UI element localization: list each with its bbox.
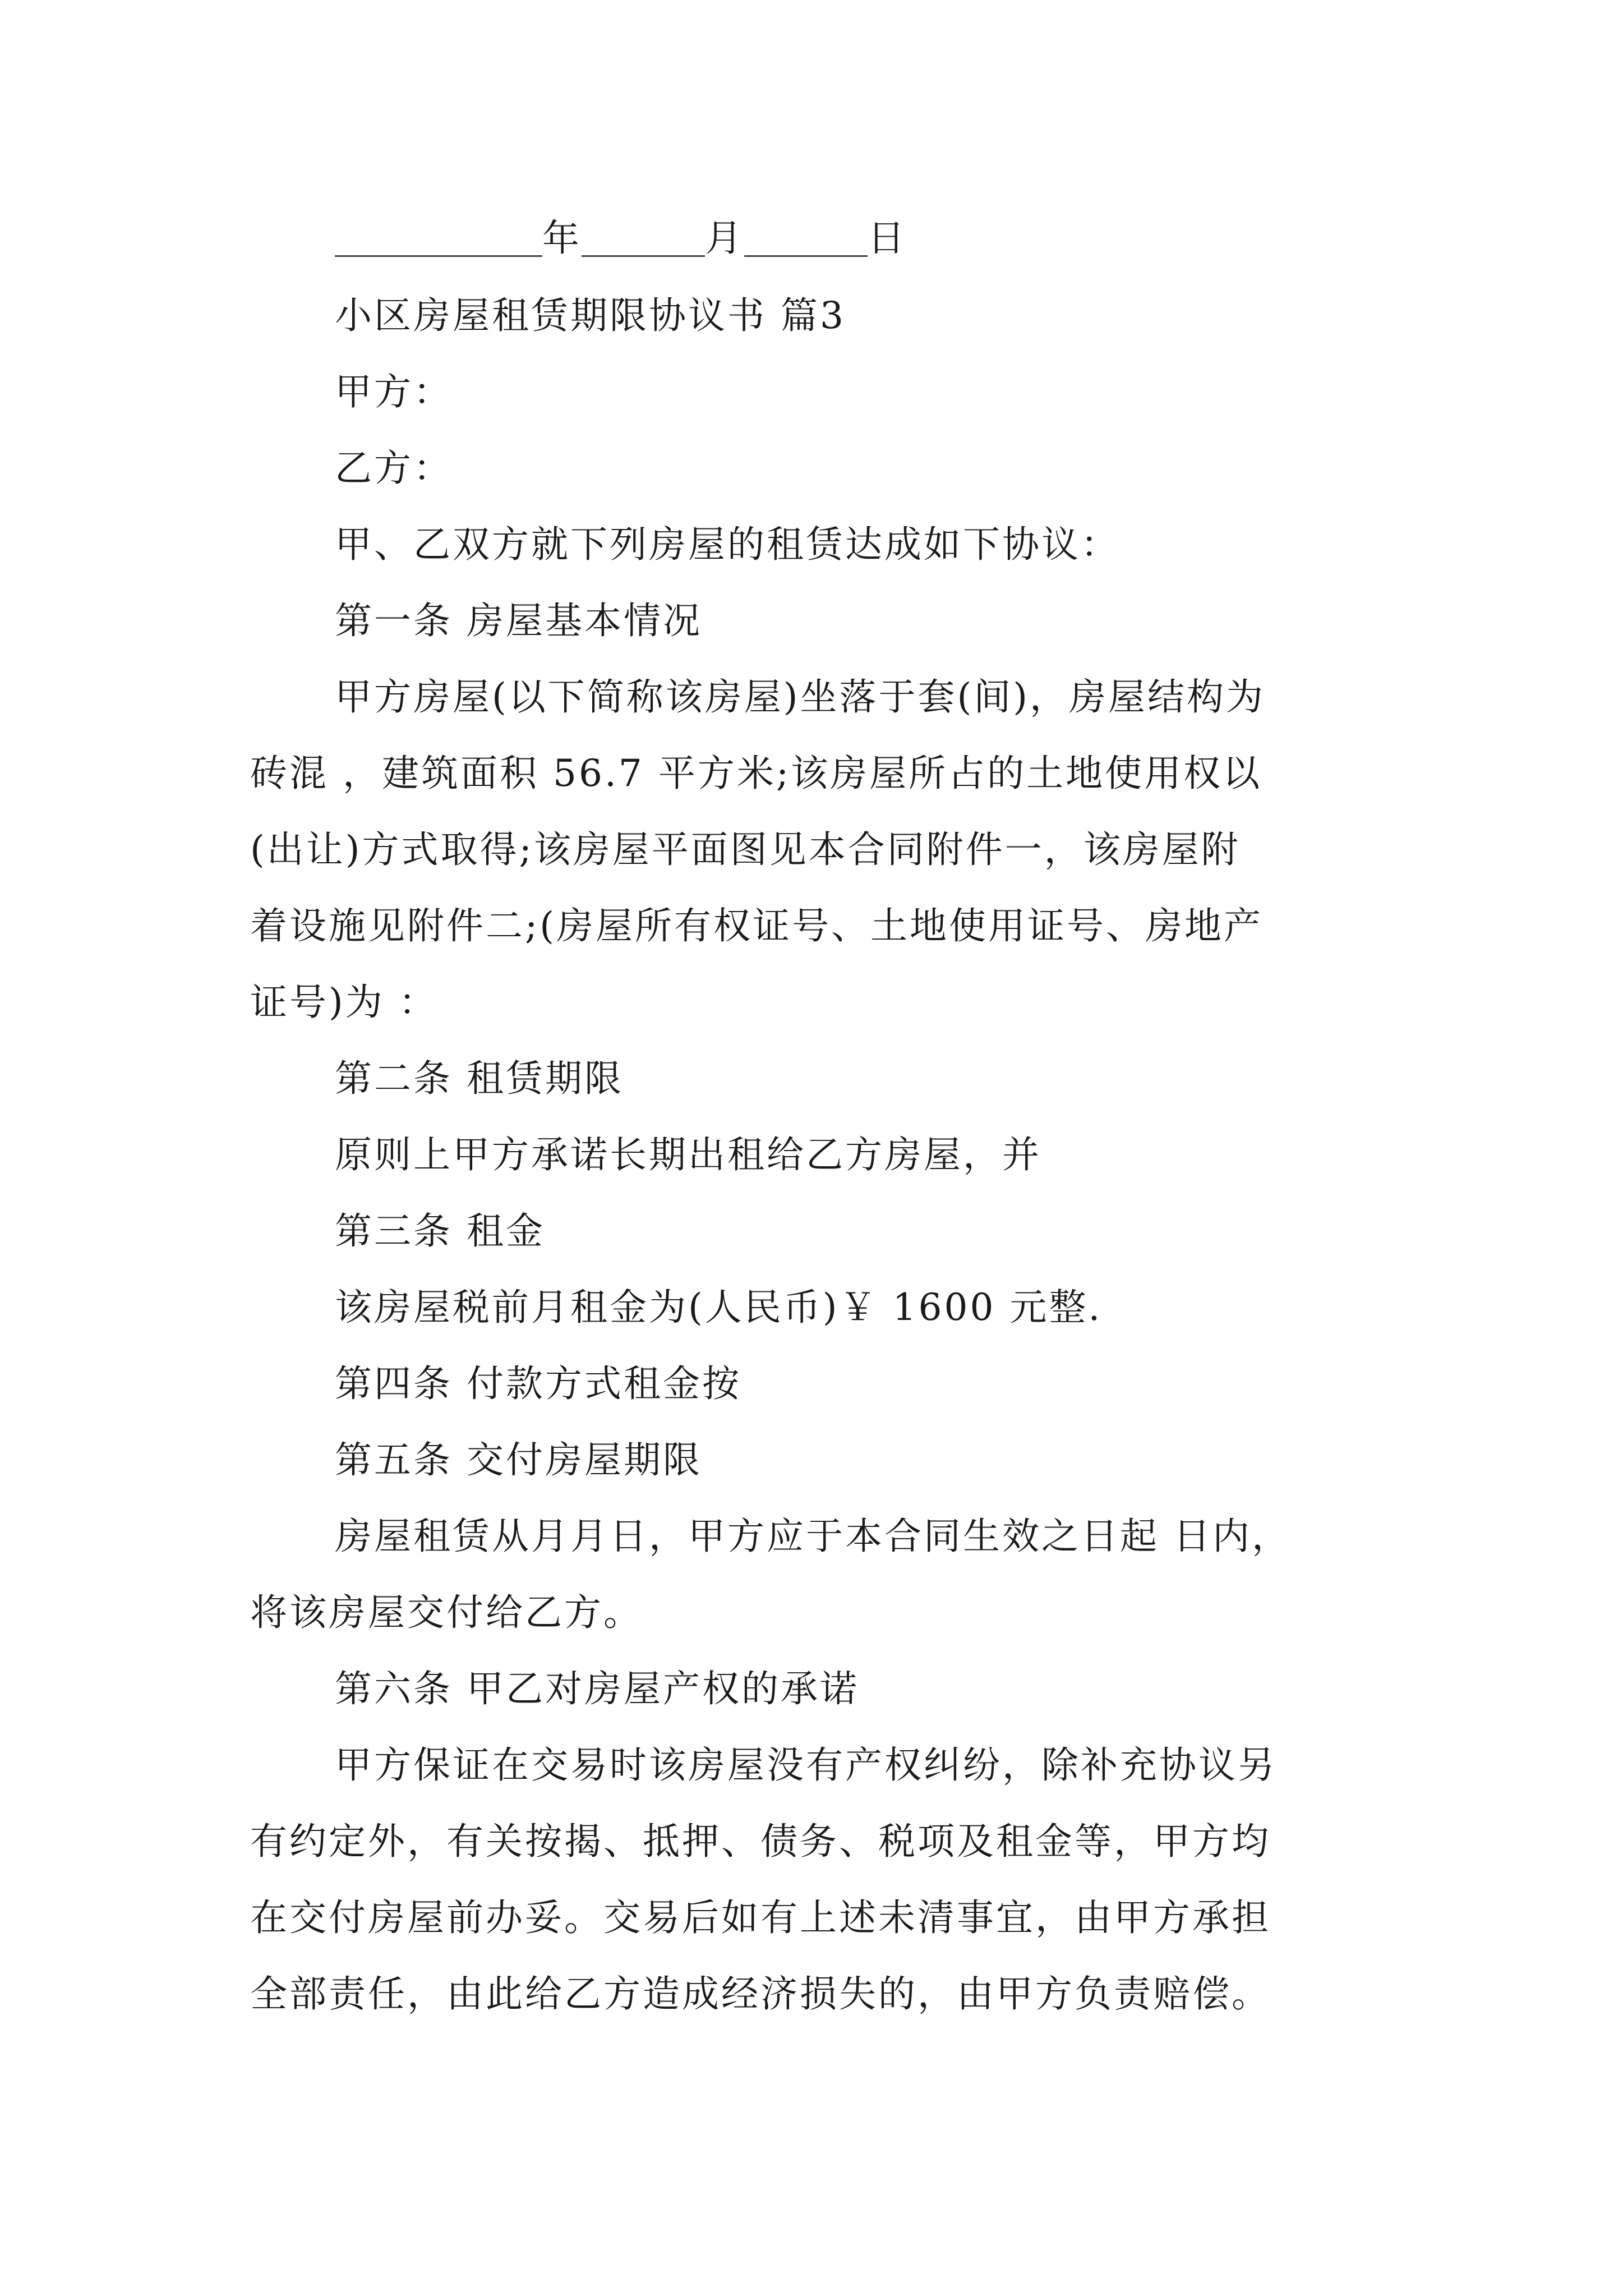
year-blank[interactable] (335, 222, 542, 257)
party-a-line: 甲方： (335, 370, 453, 413)
article-4-heading: 第四条 付款方式租金按 (335, 1362, 741, 1405)
article-1-text-line: (出让)方式取得;该房屋平面图见本合同附件一，该房屋附 (250, 828, 1241, 871)
agreement-intro: 甲、乙双方就下列房屋的租赁达成如下协议： (335, 523, 1120, 566)
article-6-text-line: 有约定外，有关按揭、抵押、债务、税项及租金等，甲方均 (250, 1820, 1271, 1863)
article-1-text-line: 砖混 ，建筑面积 56.7 平方米;该房屋所占的土地使用权以 (250, 752, 1262, 795)
month-label: 月 (705, 217, 744, 260)
month-blank[interactable] (582, 222, 705, 257)
article-5-text-line: 房屋租赁从月月日，甲方应于本合同生效之日起 日内， (335, 1515, 1291, 1558)
article-1-heading: 第一条 房屋基本情况 (335, 599, 702, 642)
article-6-text-line: 甲方保证在交易时该房屋没有产权纠纷，除补充协议另 (335, 1743, 1277, 1787)
article-2-text: 原则上甲方承诺长期出租给乙方房屋，并 (335, 1133, 1041, 1176)
article-1-text-line: 甲方房屋(以下简称该房屋)坐落于套(间)，房屋结构为 (335, 675, 1265, 719)
section-title: 小区房屋租赁期限协议书 篇3 (335, 294, 846, 337)
date-line (335, 217, 907, 260)
party-b-line: 乙方： (335, 447, 453, 490)
article-6-text-line: 全部责任，由此给乙方造成经济损失的，由甲方负责赔偿。 (250, 1972, 1271, 2016)
year-label: 年 (542, 217, 582, 260)
article-1-text-line: 着设施见附件二;(房屋所有权证号、土地使用证号、房地产 (250, 904, 1263, 947)
article-1-text-line: 证号)为 ： (250, 981, 438, 1024)
article-5-heading: 第五条 交付房屋期限 (335, 1438, 702, 1481)
day-blank[interactable] (744, 222, 868, 257)
article-6-heading: 第六条 甲乙对房屋产权的承诺 (335, 1667, 859, 1710)
article-2-heading: 第二条 租赁期限 (335, 1057, 624, 1100)
article-3-text: 该房屋税前月租金为(人民币)￥ 1600 元整. (335, 1286, 1103, 1329)
article-5-text-line: 将该房屋交付给乙方。 (250, 1591, 643, 1634)
article-6-text-line: 在交付房屋前办妥。交易后如有上述未清事宜，由甲方承担 (250, 1896, 1271, 1939)
day-label: 日 (868, 217, 907, 260)
article-3-heading: 第三条 租金 (335, 1209, 545, 1253)
